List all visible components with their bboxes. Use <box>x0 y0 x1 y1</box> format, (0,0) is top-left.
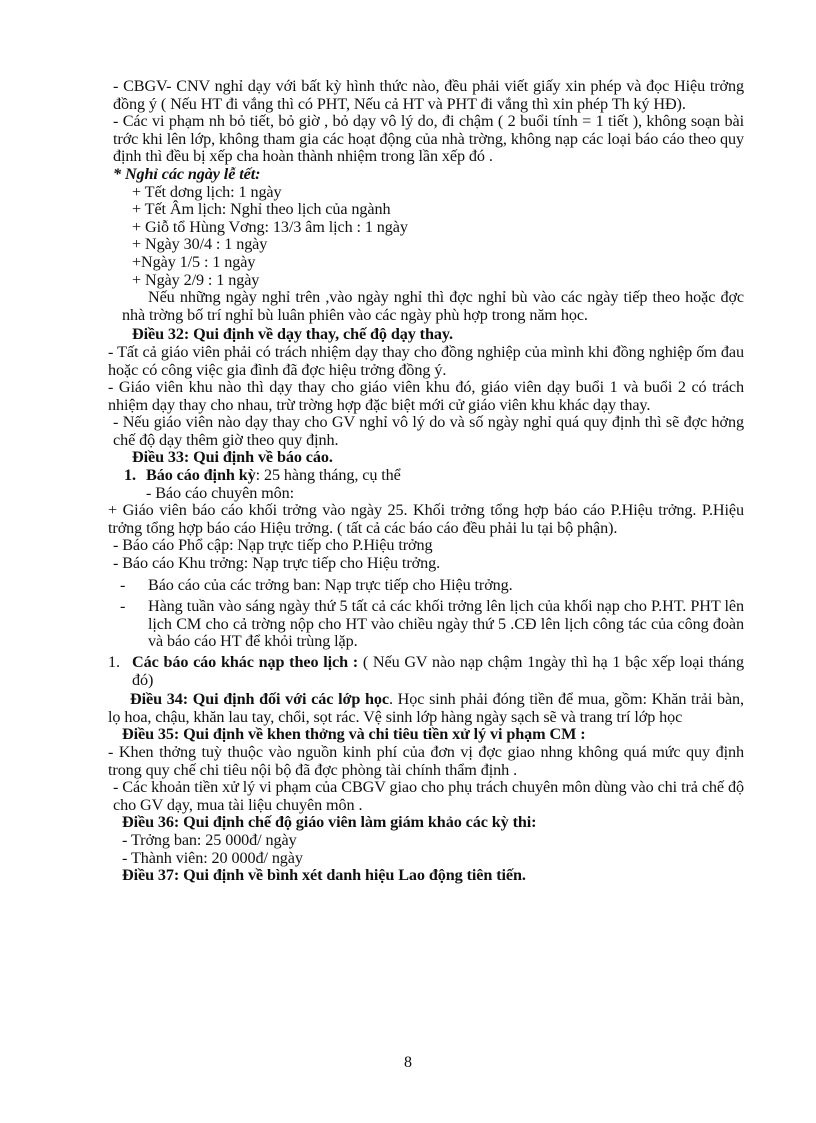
leave-permission-paragraph: - CBGV- CNV nghỉ dạy với bất kỳ hình thức nào, đều phải viết giấy xin phép và đọc Hiệu trởng đồng ý ( Nếu HT đi vắng thì có PHT, Nếu cả HT và PHT đi vắng thì xin phép Th ký HĐ). <box>113 77 744 113</box>
dash-item-text: Hàng tuần vào sáng ngày thứ 5 tất cả các khối trởng lên lịch của khối nạp cho P.HT. PHT lên lịch CM cho cả trờng nộp cho HT vào chiều ngày thứ 5 .CĐ lên lịch công tác của công đoàn và báo cáo HT để khỏi trùng lặp. <box>148 597 744 651</box>
report-dash-item <box>108 598 744 651</box>
list-number: 1. <box>124 466 136 485</box>
holiday-item: + Giỗ tổ Hùng Vơng: 13/3 âm lịch : 1 ngày <box>132 217 408 236</box>
holiday-item: + Ngày 2/9 : 1 ngày <box>132 270 260 289</box>
report-dash-item <box>108 577 744 595</box>
article-35-paragraph: - Khen thởng tuỳ thuộc vào nguồn kinh phí của đơn vị đợc giao nhng không quá mức quy định trong quy chế chi tiêu nội bộ đã đợc phòng tài chính thẩm định . <box>108 742 744 779</box>
article-35-paragraph: - Các khoản tiền xử lý vi phạm của CBGV giao cho phụ trách chuyên môn dùng vào chi trả chế độ cho GV dạy, mua tài liệu chuyên môn . <box>113 778 744 814</box>
article-34-paragraph <box>108 691 744 726</box>
periodic-report-label: Báo cáo định kỳ <box>146 466 256 485</box>
holiday-list <box>108 184 744 290</box>
other-reports-label: Các báo cáo khác nạp theo lịch : <box>132 653 359 671</box>
article-32-paragraph: - Giáo viên khu nào thì dạy thay cho giáo viên khu đó, giáo viên dạy buổi 1 và buổi 2 có trách nhiệm dạy thay cho nhau, trừ trờng hợp đặc biệt mới cử giáo viên khu khác dạy thay. <box>108 378 744 414</box>
holiday-item: +Ngày 1/5 : 1 ngày <box>132 252 256 271</box>
holiday-note: Nếu những ngày nghỉ trên ,vào ngày nghỉ thì đợc nghỉ bù vào các ngày tiếp theo hoặc đợc nhà trờng bố trí nghỉ bù luân phiên vào các ngày phù hợp trong năm học. <box>122 288 744 324</box>
holidays-heading: * Nghỉ các ngày lễ tết: <box>113 164 261 183</box>
dash-marker: - <box>120 575 126 594</box>
universalization-report-line: - Báo cáo Phổ cập: Nạp trực tiếp cho P.Hiệu trởng <box>113 536 433 555</box>
dash-item-text: Báo cáo của các trởng ban: Nạp trực tiếp cho Hiệu trởng. <box>148 575 513 594</box>
article-33-heading: Điều 33: Qui định về báo cáo. <box>132 448 333 467</box>
list-number: 1. <box>108 653 120 671</box>
holiday-item: + Tết Âm lịch: Nghỉ theo lịch của ngành <box>132 200 391 219</box>
document-page <box>108 78 744 885</box>
examiner-fee-line: - Thành viên: 20 000đ/ ngày <box>122 848 303 867</box>
professional-report-subhead: - Báo cáo chuyên môn: <box>146 483 295 502</box>
holiday-item: + Ngày 30/4 : 1 ngày <box>132 235 268 254</box>
article-37-heading: Điều 37: Qui định về bình xét danh hiệu Lao động tiên tiến. <box>122 866 526 885</box>
article-34-heading: Điều 34: Qui định đối với các lớp học <box>130 690 389 709</box>
article-32-paragraph: - Tất cả giáo viên phải có trách nhiệm dạy thay cho đồng nghiệp của mình khi đồng nghiệp ốm đau hoặc có công việc gia đình đã đợc hiệu trởng đồng ý. <box>108 342 744 379</box>
article-32-heading: Điều 32: Qui định về dạy thay, chế độ dạy thay. <box>132 325 453 344</box>
area-head-report-line: - Báo cáo Khu trởng: Nạp trực tiếp cho Hiệu trởng. <box>113 554 441 573</box>
violations-paragraph: - Các vi phạm nh bỏ tiết, bỏ giờ , bỏ dạy vô lý do, đi chậm ( 2 buổi tính = 1 tiết ), không soạn bài trớc khi lên lớp, không tham gia các hoạt động của nhà trờng, không nạp các loại báo cáo theo quy định thì đều bị xếp cha hoàn thành nhiệm trong lần xếp đó . <box>113 112 744 166</box>
teacher-report-paragraph: + Giáo viên báo cáo khối trởng vào ngày 25. Khối trởng tổng hợp báo cáo P.Hiệu trởng. P.Hiệu trởng tổng hợp báo cáo Hiệu trởng. ( tất cả các báo cáo đều phải lu tại bộ phận). <box>108 501 744 537</box>
report-item-other <box>108 654 744 689</box>
article-36-heading: Điều 36: Qui định chế độ giáo viên làm giám khảo các kỳ thi: <box>122 813 537 832</box>
dash-marker: - <box>120 597 126 616</box>
holiday-item: + Tết dơng lịch: 1 ngày <box>132 182 282 201</box>
other-reports-text: ( Nếu GV nào nạp chậm 1ngày thì hạ 1 bậc xếp loại tháng đó) <box>132 653 744 689</box>
examiner-fee-line: - Trởng ban: 25 000đ/ ngày <box>122 830 297 849</box>
report-item-periodic <box>108 467 744 485</box>
page-number: 8 <box>404 1054 412 1071</box>
article-35-heading: Điều 35: Qui định về khen thởng và chi tiêu tiền xử lý vi phạm CM : <box>122 725 586 744</box>
article-32-paragraph: - Nếu giáo viên nào dạy thay cho GV nghỉ vô lý do và số ngày nghỉ quá quy định thì sẽ đợc hởng chế độ dạy thêm giờ theo quy định. <box>113 413 744 449</box>
periodic-report-text: : 25 hàng tháng, cụ thể <box>255 466 401 485</box>
article-34-text: . Học sinh phải đóng tiền để mua, gồm: Khăn trải bàn, lọ hoa, chậu, khăn lau tay, chổi, sọt rác. Vệ sinh lớp hàng ngày sạch sẽ và trang trí lớp học <box>108 690 744 726</box>
